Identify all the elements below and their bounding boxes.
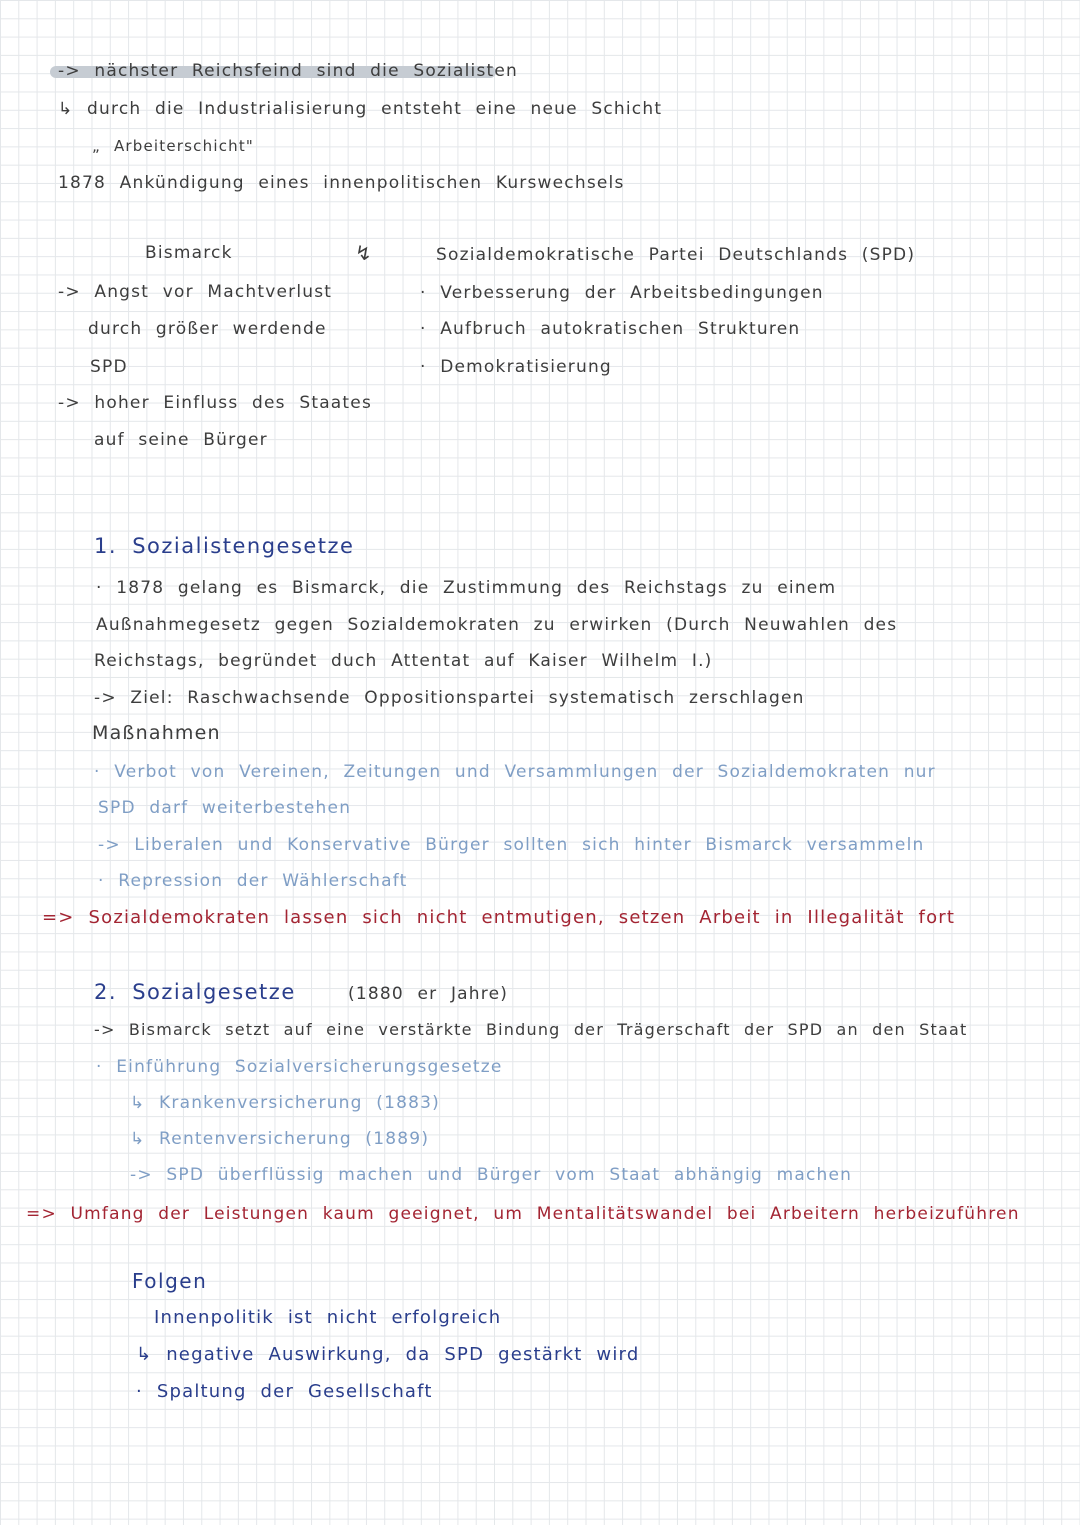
measure-line-3: -> Liberalen und Konservative Bürger sollten sich hinter Bismarck versammeln — [98, 835, 925, 855]
compare-left-line-3: SPD — [90, 357, 128, 377]
note-line-3: „ Arbeiterschicht" — [92, 137, 255, 155]
compare-left-line-5: auf seine Bürger — [94, 430, 268, 450]
measure-line-2: SPD darf weiterbestehen — [98, 798, 352, 818]
section-2-conclusion: => Umfang der Leistungen kaum geeignet, um Mentalitätswandel bei Arbeitern herbeizuführen — [26, 1204, 1020, 1224]
note-line-1: -> nächster Reichsfeind sind die Sozialisten — [58, 61, 518, 81]
section-2-blue-line-4: -> SPD überflüssig machen und Bürger vom Staat abhängig machen — [130, 1165, 853, 1185]
section-2-blue-line-1: · Einführung Sozialversicherungsgesetze — [96, 1057, 503, 1077]
compare-left-line-4: -> hoher Einfluss des Staates — [58, 393, 373, 413]
compare-left-title: Bismarck — [145, 243, 233, 263]
consequences-heading: Folgen — [132, 1269, 208, 1293]
compare-right-line-3: · Demokratisierung — [420, 357, 612, 377]
compare-left-line-2: durch größer werdende — [88, 319, 327, 339]
section-1-conclusion: => Sozialdemokraten lassen sich nicht entmutigen, setzen Arbeit in Illegalität fort — [42, 907, 956, 928]
measure-line-1: · Verbot von Vereinen, Zeitungen und Versammlungen der Sozialdemokraten nur — [94, 762, 936, 782]
compare-right-title: Sozialdemokratische Partei Deutschlands (SPD) — [436, 245, 916, 265]
consequence-line-3: · Spaltung der Gesellschaft — [136, 1381, 433, 1402]
consequence-line-2: ↳ negative Auswirkung, da SPD gestärkt wird — [136, 1344, 640, 1365]
section-2-intro: -> Bismarck setzt auf eine verstärkte Bindung der Trägerschaft der SPD an den Staat — [94, 1020, 968, 1039]
compare-left-line-1: -> Angst vor Machtverlust — [58, 282, 333, 302]
section-1-heading: 1. Sozialistengesetze — [94, 534, 355, 558]
section-2-heading-note: (1880 er Jahre) — [348, 984, 509, 1004]
section-1-line-1: · 1878 gelang es Bismarck, die Zustimmung des Reichstags zu einem — [96, 578, 837, 598]
compare-right-line-2: · Aufbruch autokratischen Strukturen — [420, 319, 801, 339]
section-1-line-4: -> Ziel: Raschwachsende Oppositionspartei systematisch zerschlagen — [94, 688, 805, 708]
section-1-measures-label: Maßnahmen — [92, 722, 221, 744]
measure-line-4: · Repression der Wählerschaft — [98, 871, 408, 891]
consequence-line-1: Innenpolitik ist nicht erfolgreich — [154, 1307, 502, 1328]
note-line-4: 1878 Ankündigung eines innenpolitischen Kurswechsels — [58, 173, 625, 193]
lightning-arrow-icon: ↯ — [355, 241, 373, 265]
section-2-heading: 2. Sozialgesetze — [94, 980, 296, 1004]
section-2-blue-line-2: ↳ Krankenversicherung (1883) — [130, 1093, 440, 1113]
section-1-line-2: Außnahmegesetz gegen Sozialdemokraten zu erwirken (Durch Neuwahlen des — [96, 615, 898, 635]
note-line-2: ↳ durch die Industrialisierung entsteht eine neue Schicht — [58, 99, 663, 119]
section-2-blue-line-3: ↳ Rentenversicherung (1889) — [130, 1129, 430, 1149]
compare-right-line-1: · Verbesserung der Arbeitsbedingungen — [420, 283, 824, 303]
section-1-line-3: Reichstags, begründet duch Attentat auf Kaiser Wilhelm I.) — [94, 651, 713, 671]
